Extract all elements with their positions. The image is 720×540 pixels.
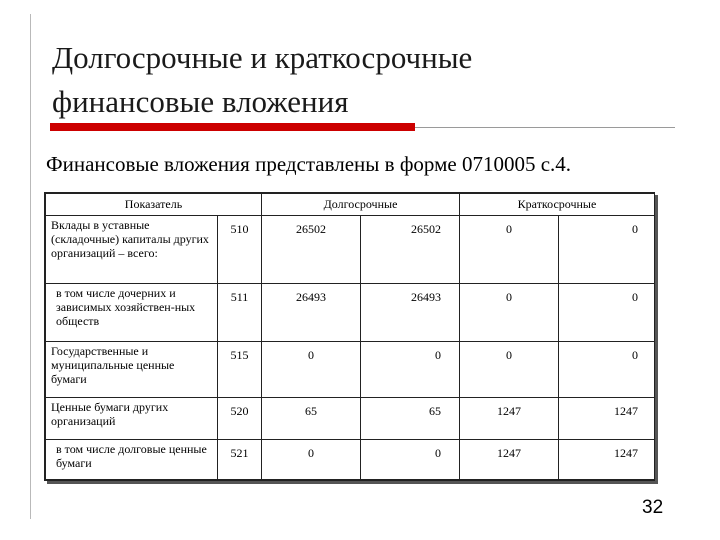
cell-long-a: 0 xyxy=(262,440,361,480)
row-code: 511 xyxy=(218,284,262,342)
slide-title xyxy=(52,36,692,124)
table-row xyxy=(46,342,655,398)
cell-long-b: 0 xyxy=(361,440,460,480)
investments-table xyxy=(45,193,655,480)
row-name: Государственные и муниципальные ценные бумаги xyxy=(46,342,218,398)
cell-long-b: 0 xyxy=(361,342,460,398)
slide-title-line-2: финансовые вложения xyxy=(52,84,349,119)
table-row xyxy=(46,216,655,284)
cell-long-b: 65 xyxy=(361,398,460,440)
slide-subtitle: Финансовые вложения представлены в форме 0710005 с.4. xyxy=(46,152,572,176)
header-indicator: Показатель xyxy=(46,194,262,216)
slide-title-line-1: Долгосрочные и краткосрочные xyxy=(52,40,473,75)
row-name: Вклады в уставные (складочные) капиталы других организаций – всего: xyxy=(46,216,218,284)
header-short-term: Краткосрочные xyxy=(460,194,655,216)
cell-short-a: 1247 xyxy=(460,440,559,480)
row-code: 510 xyxy=(218,216,262,284)
header-long-term: Долгосрочные xyxy=(262,194,460,216)
cell-long-b: 26502 xyxy=(361,216,460,284)
cell-long-a: 65 xyxy=(262,398,361,440)
cell-short-b: 1247 xyxy=(559,440,655,480)
cell-short-a: 1247 xyxy=(460,398,559,440)
cell-short-b: 0 xyxy=(559,216,655,284)
row-name: Ценные бумаги других организаций xyxy=(46,398,218,440)
cell-short-a: 0 xyxy=(460,342,559,398)
cell-long-a: 26493 xyxy=(262,284,361,342)
slide-frame-left-line xyxy=(30,14,31,519)
table-row xyxy=(46,398,655,440)
cell-short-a: 0 xyxy=(460,284,559,342)
cell-short-b: 0 xyxy=(559,284,655,342)
row-code: 521 xyxy=(218,440,262,480)
cell-short-a: 0 xyxy=(460,216,559,284)
cell-long-b: 26493 xyxy=(361,284,460,342)
row-name: в том числе долговые ценные бумаги xyxy=(46,440,218,480)
page-number: 32 xyxy=(642,497,664,518)
cell-short-b: 0 xyxy=(559,342,655,398)
row-code: 520 xyxy=(218,398,262,440)
cell-long-a: 26502 xyxy=(262,216,361,284)
table-header-row xyxy=(46,194,655,216)
table-row xyxy=(46,284,655,342)
investments-table-container xyxy=(44,192,655,481)
row-name: в том числе дочерних и зависимых хозяйствен-ных обществ xyxy=(46,284,218,342)
cell-short-b: 1247 xyxy=(559,398,655,440)
row-code: 515 xyxy=(218,342,262,398)
cell-long-a: 0 xyxy=(262,342,361,398)
table-row xyxy=(46,440,655,480)
title-accent-bar xyxy=(50,123,415,131)
